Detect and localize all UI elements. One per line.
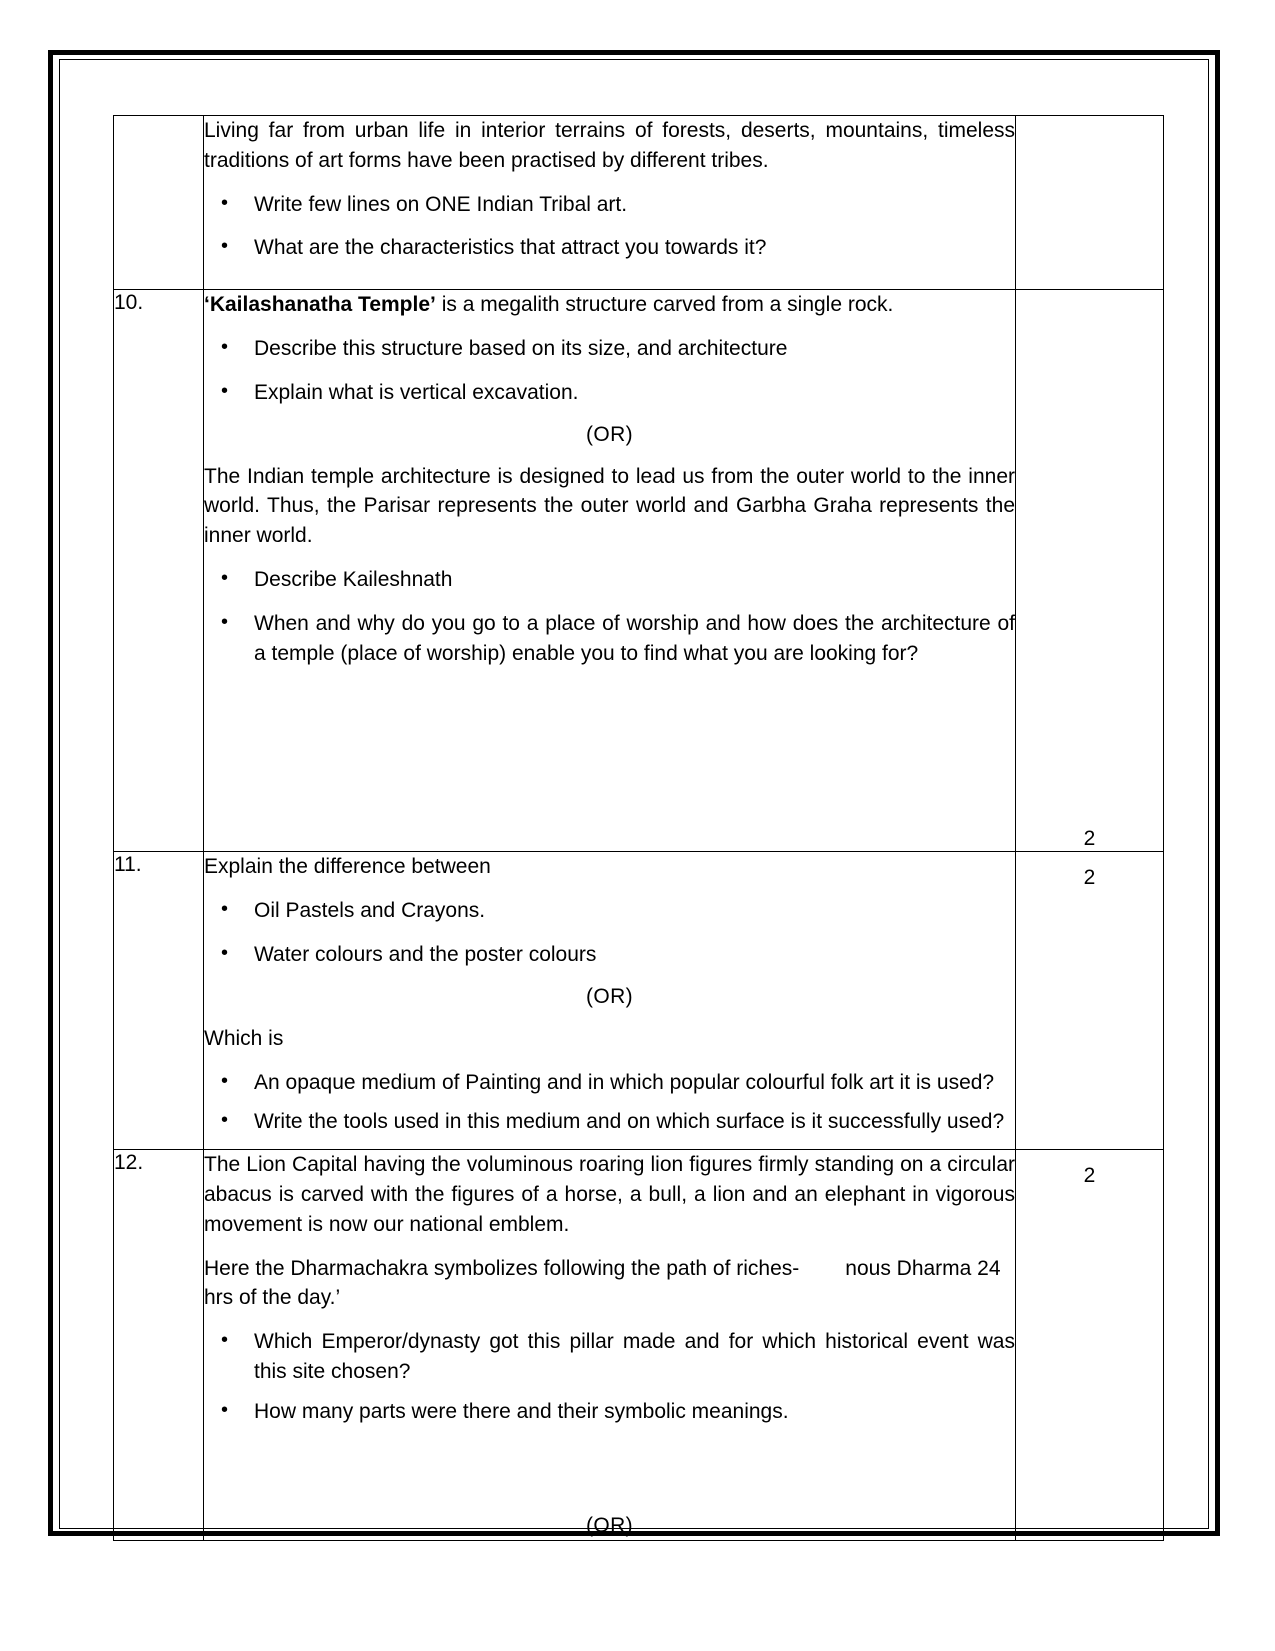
question-paragraph-1: The Lion Capital having the voluminous roaring lion figures firmly standing on a circular abacus is carved with the figures of a horse, a bull, a lion and an elephant in vigorous movement is now our national emblem.	[204, 1153, 1015, 1236]
list-item: • Describe Kaileshnath	[204, 565, 1015, 595]
marks-cell	[1016, 116, 1164, 290]
marks-value: 2	[1083, 827, 1096, 851]
bullet-list-alternate	[204, 565, 1015, 668]
question-number-cell	[114, 116, 204, 290]
bullet-list	[204, 1327, 1015, 1426]
or-separator: (OR)	[585, 984, 634, 1008]
list-item: • Water colours and the poster colours	[204, 940, 1015, 970]
question-paragraph-2-part-b: nous Dharma 24 hrs of the day.’	[204, 1256, 1001, 1310]
list-item: • What are the characteristics that attract you towards it?	[204, 233, 1015, 263]
question-number-cell: 10.	[114, 290, 204, 852]
question-stem: Explain the difference between	[204, 855, 491, 879]
list-item: • Which Emperor/dynasty got this pillar made and for which historical event was this site chosen?	[204, 1327, 1015, 1387]
question-body-cell	[204, 116, 1016, 290]
marks-cell	[1016, 1150, 1164, 1541]
list-item: • Write few lines on ONE Indian Tribal art.	[204, 190, 1015, 220]
bullet-list-primary	[204, 334, 1015, 408]
question-number-cell: 11.	[114, 852, 204, 1150]
alternate-question-text: The Indian temple architecture is designed to lead us from the outer world to the inner world. Thus, the Parisar represents the outer world and Garbha Graha represents the inner world.	[204, 464, 1015, 548]
table-row	[114, 1150, 1164, 1541]
or-separator: (OR)	[585, 422, 634, 446]
table-row	[114, 852, 1164, 1150]
marks-value: 2	[1083, 1164, 1096, 1188]
row-bottom-spacer	[204, 275, 1015, 289]
list-item: • When and why do you go to a place of worship and how does the architecture of a temple (place of worship) enable you to find what you are looking for?	[204, 609, 1015, 669]
bullet-list	[204, 190, 1015, 264]
question-number-cell: 12.	[114, 1150, 204, 1541]
question-body-cell	[204, 852, 1016, 1150]
question-body-cell	[204, 290, 1016, 852]
bullet-list-primary	[204, 896, 1015, 970]
question-intro-text: Living far from urban life in interior terrains of forests, deserts, mountains, timeless traditions of art forms have been practised by different tribes.	[204, 119, 1015, 172]
table-row	[114, 116, 1164, 290]
list-item: • An opaque medium of Painting and in which popular colourful folk art it is used?	[204, 1068, 1015, 1098]
bullet-list-alternate	[204, 1068, 1015, 1138]
question-paragraph-2-part-a: Here the Dharmachakra symbolizes following the path of riches-	[204, 1256, 800, 1280]
list-item: • How many parts were there and their symbolic meanings.	[204, 1397, 1015, 1427]
list-item: • Explain what is vertical excavation.	[204, 378, 1015, 408]
list-item: • Oil Pastels and Crayons.	[204, 896, 1015, 926]
question-paragraph-2	[204, 1254, 1015, 1314]
marks-value: 2	[1083, 866, 1096, 890]
question-body-cell	[204, 1150, 1016, 1541]
table-row	[114, 290, 1164, 852]
row-spacer	[204, 1437, 1015, 1511]
marks-cell	[1016, 290, 1164, 852]
list-item: • Write the tools used in this medium and on which surface is it successfully used?	[204, 1107, 1015, 1137]
list-item: • Describe this structure based on its size, and architecture	[204, 334, 1015, 364]
question-table	[113, 115, 1164, 1541]
question-stem	[204, 290, 1015, 320]
or-separator: (OR)	[585, 1513, 634, 1537]
alternate-question-stem: Which is	[204, 1026, 284, 1050]
question-stem-bold: ‘Kailashanatha Temple’	[204, 293, 436, 317]
marks-cell	[1016, 852, 1164, 1150]
question-stem-rest: is a megalith structure carved from a single rock.	[435, 293, 894, 317]
row-bottom-spacer	[204, 680, 1015, 714]
